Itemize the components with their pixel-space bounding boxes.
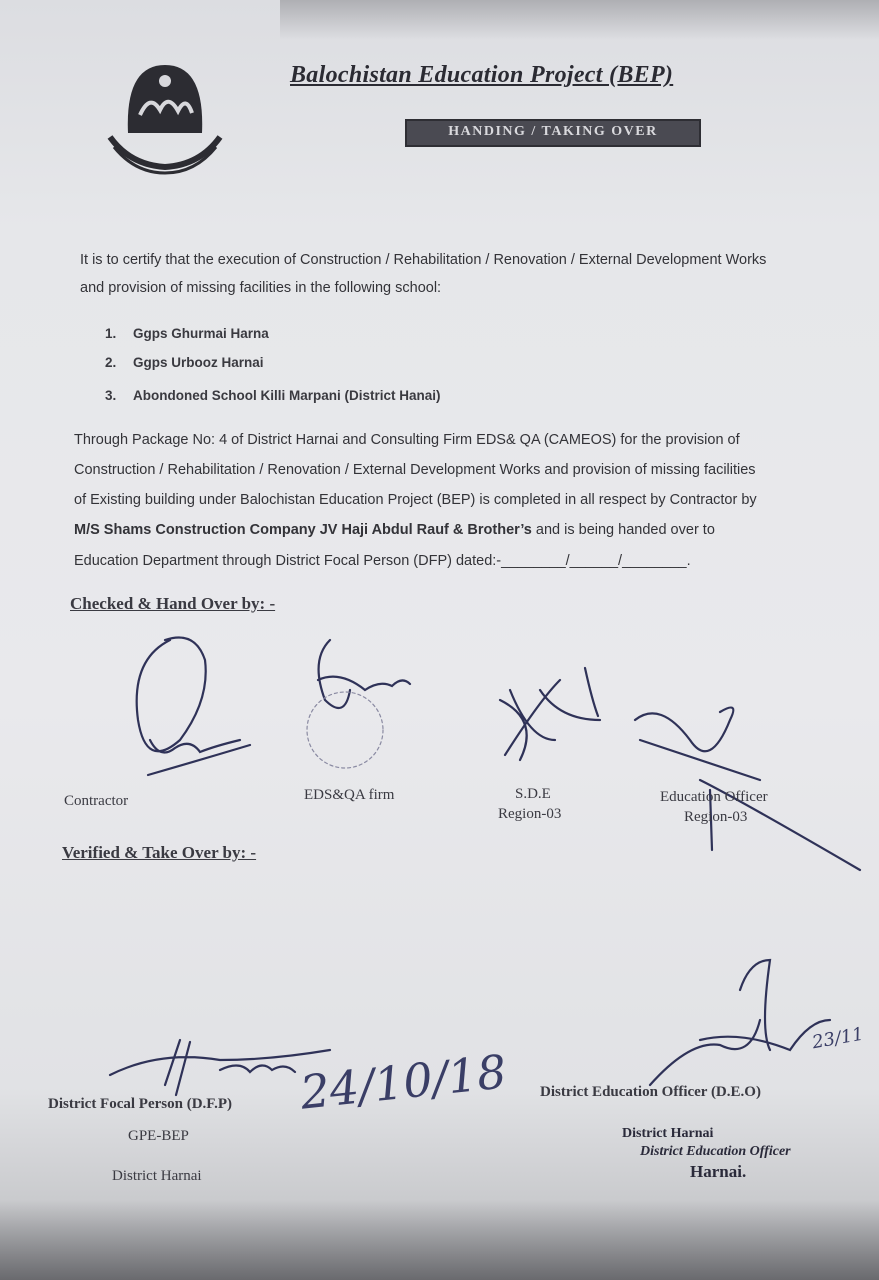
signatory-sde-region: Region-03 [498, 806, 562, 822]
body-line-2: Construction / Rehabilitation / Renovation / External Development Works and provision of missing facilities [74, 462, 756, 478]
signatory-education-officer-region: Region-03 [684, 809, 748, 825]
school-list-item: 2. Ggps Urbooz Harnai [105, 355, 264, 370]
school-list-item: 3. Abondoned School Killi Marpani (District Hanai) [105, 388, 441, 403]
signatory-education-officer: Education Officer [660, 789, 768, 805]
body-line-1: Through Package No: 4 of District Harnai and Consulting Firm EDS& QA (CAMEOS) for the provision of [74, 432, 740, 448]
intro-line-2: and provision of missing facilities in the following school: [80, 280, 442, 296]
document-subtitle-banner: HANDING / TAKING OVER [405, 119, 701, 147]
dfp-handwritten-date: 24/10/18 [297, 1044, 509, 1120]
deo-stamp-line-1: District Harnai [622, 1126, 714, 1141]
dfp-org: GPE-BEP [128, 1128, 189, 1144]
body-line-5: Education Department through District Focal Person (DFP) dated:-________/______/________. [74, 553, 691, 569]
dfp-title: District Focal Person (D.F.P) [48, 1096, 232, 1112]
school-list-item: 1. Ggps Ghurmai Harna [105, 326, 269, 341]
intro-line-1: It is to certify that the execution of Construction / Rehabilitation / Renovation / External Development Works [80, 252, 767, 268]
deo-title: District Education Officer (D.E.O) [540, 1084, 761, 1100]
document-title: Balochistan Education Project (BEP) [290, 62, 674, 88]
scan-shadow-bottom [0, 1200, 879, 1280]
deo-stamp-line-3: Harnai. [690, 1162, 747, 1181]
bep-logo [100, 55, 230, 175]
scan-shadow-top [280, 0, 879, 40]
checked-heading: Checked & Hand Over by: - [70, 594, 276, 613]
deo-stamp-line-2: District Education Officer [640, 1144, 791, 1159]
signatory-sde: S.D.E [515, 786, 551, 802]
body-line-4: M/S Shams Construction Company JV Haji Abdul Rauf & Brother’s and is being handed over to [74, 522, 715, 538]
verified-heading: Verified & Take Over by: - [62, 843, 257, 862]
signatory-edsqa: EDS&QA firm [304, 787, 395, 803]
body-line-3: of Existing building under Balochistan Education Project (BEP) is completed in all respect by Contractor by [74, 492, 757, 508]
dfp-district: District Harnai [112, 1168, 202, 1184]
deo-handwritten-date: 23/11 [810, 1023, 866, 1054]
contractor-name: M/S Shams Construction Company JV Haji Abdul Rauf & Brother’s [74, 522, 532, 538]
signatory-contractor: Contractor [64, 793, 129, 809]
